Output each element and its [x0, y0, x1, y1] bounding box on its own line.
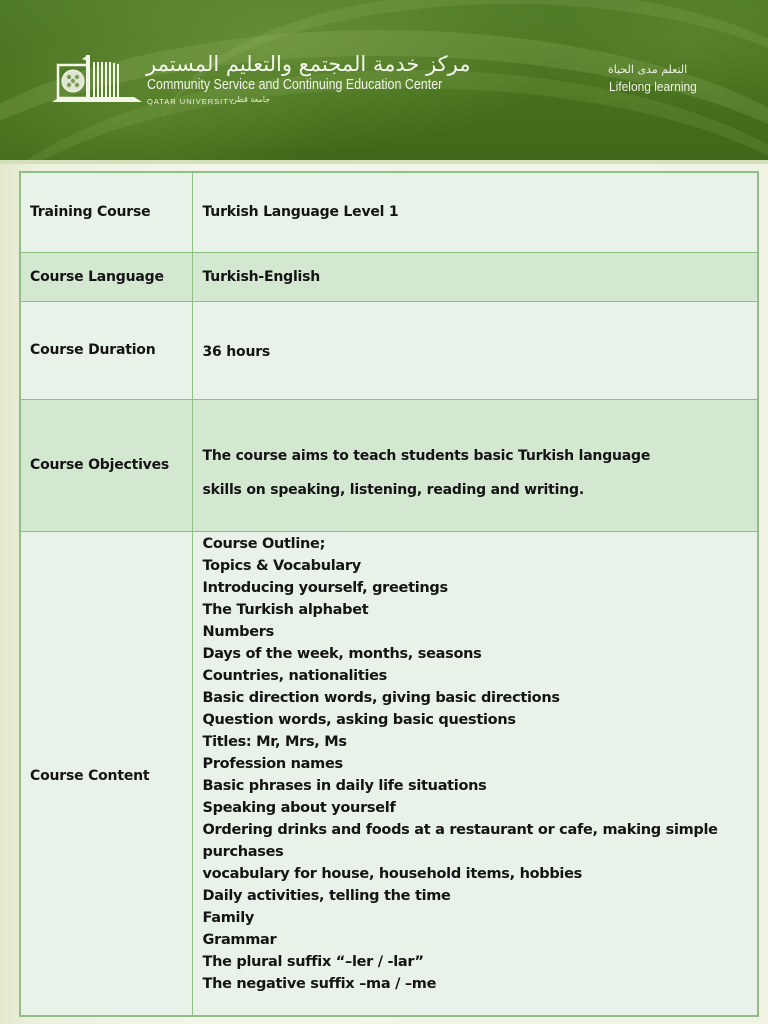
list-item: Introducing yourself, greetings [202, 579, 448, 596]
list-item: Topics & Vocabulary [202, 557, 361, 574]
list-item: Course Outline; [202, 535, 326, 552]
row-label: Course Duration [20, 301, 192, 399]
list-item: The Turkish alphabet [202, 601, 369, 618]
list-item: Days of the week, months, seasons [202, 645, 482, 662]
table-row-course-content [20, 531, 758, 1016]
objectives-text [203, 404, 758, 507]
row-value: 36 hours [192, 301, 758, 399]
list-item: Numbers [202, 623, 274, 640]
list-item: Countries, nationalities [202, 667, 388, 684]
list-item: Ordering drinks and foods at a restaurant or cafe, making simple [202, 821, 718, 838]
list-item: Profession names [202, 755, 343, 772]
list-item: The negative suffix –ma / –me [202, 975, 437, 992]
university-name-english: QATAR UNIVERSITY [147, 97, 235, 106]
objectives-line: The course aims to teach students basic Turkish language [202, 447, 651, 464]
course-info-table [19, 171, 759, 1017]
list-item: Daily activities, telling the time [202, 887, 451, 904]
org-name-arabic: مركز خدمة المجتمع والتعليم المستمر [146, 52, 471, 76]
list-item: Basic phrases in daily life situations [202, 777, 487, 794]
list-item: The plural suffix “–ler / -lar” [202, 953, 424, 970]
table-row-course-objectives [20, 399, 758, 531]
header-banner [0, 0, 768, 163]
building-columns-logo-icon [52, 53, 142, 105]
banner-divider [0, 160, 768, 164]
list-item: Basic direction words, giving basic directions [202, 689, 560, 706]
objectives-line: skills on speaking, listening, reading and writing. [202, 481, 584, 498]
university-name-arabic: جامعة قطر [233, 95, 271, 104]
table-row-course-language [20, 252, 758, 301]
list-item: Speaking about yourself [202, 799, 396, 816]
row-label: Course Objectives [20, 399, 192, 531]
course-content-list [203, 533, 758, 995]
row-label: Training Course [20, 172, 192, 252]
row-value: Turkish-English [192, 252, 758, 301]
tagline-arabic: التعلم مدى الحياة [608, 63, 688, 76]
tagline-english: Lifelong learning [609, 79, 697, 94]
list-item: vocabulary for house, household items, hobbies [202, 865, 582, 882]
row-value: Turkish Language Level 1 [192, 172, 758, 252]
row-label: Course Language [20, 252, 192, 301]
org-name-english: Community Service and Continuing Education Center [147, 77, 443, 93]
table-row-course-duration [20, 301, 758, 399]
row-value [192, 399, 758, 531]
list-item: purchases [202, 843, 284, 860]
list-item: Question words, asking basic questions [202, 711, 516, 728]
list-item: Family [202, 909, 255, 926]
row-value [192, 531, 758, 1016]
table-row-training-course [20, 172, 758, 252]
list-item: Grammar [202, 931, 277, 948]
row-label: Course Content [20, 531, 192, 1016]
list-item: Titles: Mr, Mrs, Ms [202, 733, 347, 750]
